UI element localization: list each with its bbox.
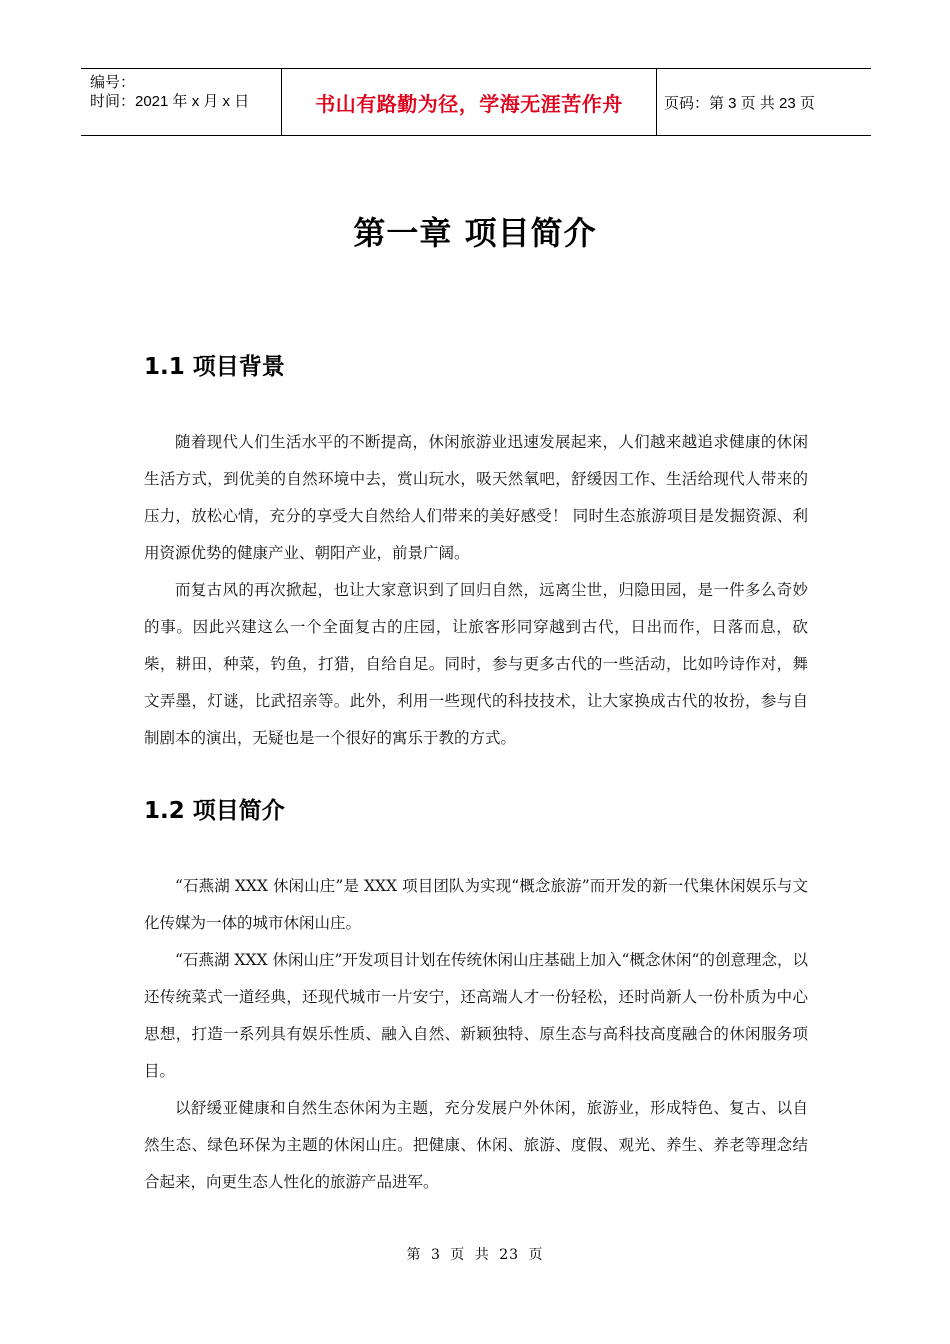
date-label: 时间：2021 年 x 月 x 日 — [90, 93, 250, 110]
header-meta — [81, 69, 281, 135]
paragraph: 以舒缓亚健康和自然生态休闲为主题，充分发展户外休闲，旅游业，形成特色、复古、以自然生态、绿色环保为主题的休闲山庄。把健康、休闲、旅游、度假、观光、养生、养老等理念结合起来，向更生态人性化的旅游产品进军。 — [144, 1099, 808, 1191]
section-heading-background: 1.1 项目背景 — [144, 354, 285, 380]
document-header — [81, 68, 871, 136]
section-body-overview — [144, 868, 808, 1201]
paragraph: 随着现代人们生活水平的不断提高，休闲旅游业迅速发展起来，人们越来越追求健康的休闲生活方式，到优美的自然环境中去，赏山玩水，吸天然氧吧，舒缓因工作、生活给现代人带来的压力，放松心情，充分的享受大自然给人们带来的美好感受！ 同时生态旅游项目是发掘资源、利用资源优势的健康产业、朝阳产业，前景广阔。 — [144, 433, 808, 562]
section-body-background — [144, 424, 808, 757]
number-label: 编号： — [90, 74, 136, 91]
section-heading-overview: 1.2 项目简介 — [144, 798, 285, 824]
paragraph: “石燕湖 XXX 休闲山庄”开发项目计划在传统休闲山庄基础上加入“概念休闲“的创意理念，以还传统菜式一道经典，还现代城市一片安宁，还高端人才一份轻松，还时尚新人一份朴质为中心思想，打造一系列具有娱乐性质、融入自然、新颖独特、原生态与高科技高度融合的休闲服务项目。 — [144, 951, 808, 1080]
paragraph: “石燕湖 XXX 休闲山庄”是 XXX 项目团队为实现“概念旅游”而开发的新一代集休闲娱乐与文化传媒为一体的城市休闲山庄。 — [144, 877, 808, 932]
chapter-title: 第一章 项目简介 — [353, 214, 597, 252]
header-motto: 书山有路勤为径，学海无涯苦作舟 — [281, 69, 657, 135]
paragraph: 而复古风的再次掀起，也让大家意识到了回归自然，远离尘世，归隐田园，是一件多么奇妙的事。因此兴建这么一个全面复古的庄园，让旅客形同穿越到古代，日出而作，日落而息，砍柴，耕田，种菜，钓鱼，打猎，自给自足。同时，参与更多古代的一些活动，比如吟诗作对，舞文弄墨，灯谜，比武招亲等。此外，利用一些现代的科技技术，让大家换成古代的妆扮，参与自制剧本的演出，无疑也是一个很好的寓乐于教的方式。 — [144, 581, 808, 747]
page-footer: 第 3 页 共 23 页 — [406, 1247, 544, 1263]
header-page-info: 页码：第 3 页 共 23 页 — [664, 94, 815, 112]
